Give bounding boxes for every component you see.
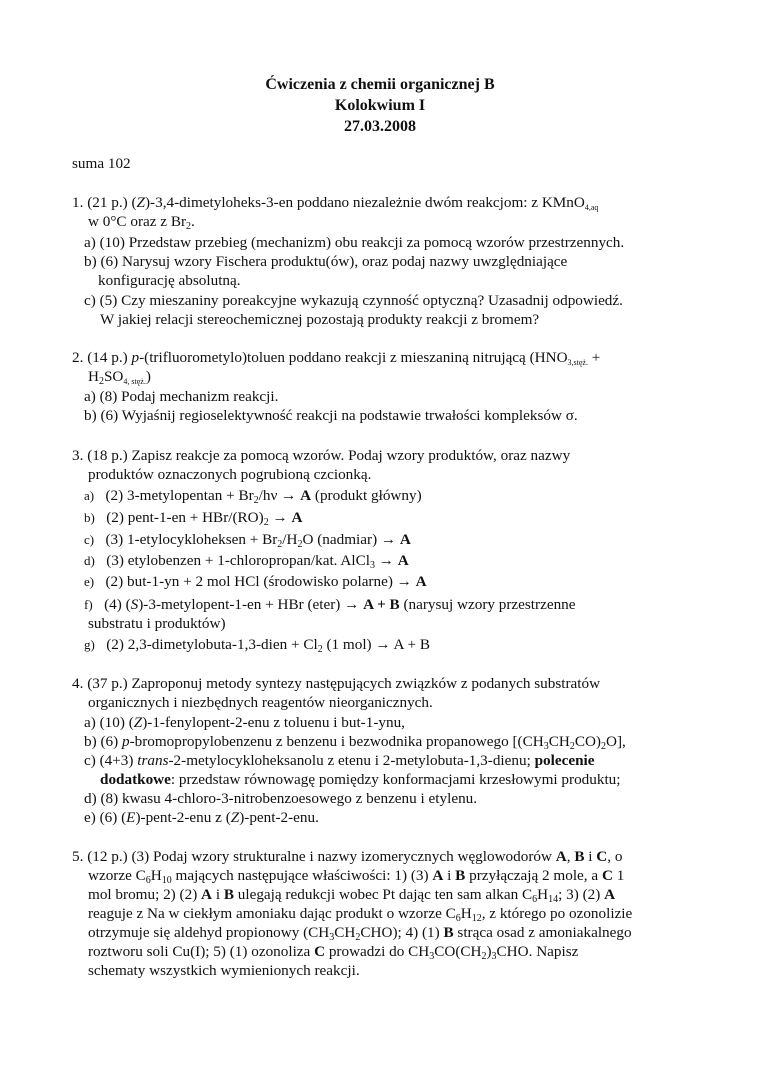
q3-item-f: f) (4) (S)-3-metylopent-1-en + HBr (eter) → A + B (narysuj wzory przestrzenne [84, 596, 576, 613]
q4-part-b: b) (6) p-bromopropylobenzenu z benzenu i bezwodnika propanowego $[(CH_3CH_2CO)_2O]$, [84, 733, 626, 752]
q5-line-1: 5. (12 p.) (3) Podaj wzory strukturalne i nazwy izomerycznych węglowodorów A, B i C, o [72, 848, 623, 865]
q2-line-1: 2. (14 p.) p-(trifluorometylo)toluen poddano reakcji z mieszaniną nitrującą ($HNO_{3,stęż.}$ + [72, 349, 601, 367]
document-subtitle: Kolokwium I [334, 97, 426, 114]
q4-part-e: e) (6) (E)-pent-2-enu z (Z)-pent-2-enu. [84, 809, 319, 826]
q4-part-a: a) (10) (Z)-1-fenylopent-2-enu z toluenu i but-1-ynu, [84, 714, 405, 731]
q1-part-a: a) (10) Przedstaw przebieg (mechanizm) obu reakcji za pomocą wzorów przestrzennych. [84, 234, 625, 251]
q3-item-c: c) (3) 1-etylocykloheksen + $Br_2/H_2O$ (nadmiar) → A [84, 531, 411, 550]
q1-part-c-line-1: c) (5) Czy mieszaniny poreakcyjne wykazują czynność optyczną? Uzasadnij odpowiedź. [84, 292, 623, 309]
q5-line-7: schematy wszystkich wymienionych reakcji. [88, 962, 360, 979]
q3-item-a: a) (2) 3-metylopentan + $Br_2/h\nu \to A$ (produkt główny) [84, 487, 422, 506]
q1-line-1: 1. (21 p.) (Z)-3,4-dimetyloheks-3-en poddano niezależnie dwóm reakcjom: z KMnO$_{4,aq}$ [72, 194, 599, 212]
q1-line-2: w 0°C oraz z $Br_2$. [88, 213, 195, 232]
q3-item-d: d) (3) etylobenzen + 1-chloropropan/kat. AlCl$_3$ → A [84, 552, 409, 571]
q4-part-d: d) (8) kwasu 4-chloro-3-nitrobenzoesowego z benzenu i etylenu. [84, 790, 478, 807]
score-total: suma 102 [72, 155, 131, 172]
q1-part-b-line-1: b) (6) Narysuj wzory Fischera produktu(ów), oraz podaj nazwy uwzględniające [84, 253, 568, 270]
q3-item-b: b) (2) pent-1-en + HBr/$(RO)_2 \to A$ [84, 509, 303, 528]
document-date: 27.03.2008 [344, 118, 416, 135]
q5-line-6: roztworu soli Cu(I); 5) (1) ozonoliza C prowadzi do $CH_3CO(CH_2)_3CHO$. Napisz [88, 943, 579, 962]
q3-item-e: e) (2) but-1-yn + 2 mol HCl (środowisko polarne) → A [84, 573, 427, 590]
q5-line-5: otrzymuje się aldehyd propionowy $(CH_3CH_2CHO)$; 4) (1) B strąca osad z amoniakalnego [88, 924, 632, 943]
q3-item-f-cont: substratu i produktów) [88, 615, 226, 632]
q1-part-b-line-2: konfigurację absolutną. [98, 272, 241, 289]
q5-line-3: mol bromu; 2) (2) A i B ulegają redukcji wobec Pt dając ten sam alkan $C_6H_{14}$; 3) (2) A [88, 886, 616, 905]
q1-part-c-line-2: W jakiej relacji stereochemicznej pozostają produkty reakcji z bromem? [100, 311, 540, 328]
q4-part-c-line-1: c) (4+3) trans-2-metylocykloheksanolu z etenu i 2-metylobuta-1,3-dienu; polecenie [84, 752, 595, 769]
q2-part-a: a) (8) Podaj mechanizm reakcji. [84, 388, 279, 405]
q5-line-2: wzorze $C_6H_{10}$ mających następujące właściwości: 1) (3) A i B przyłączają 2 mole, a C 1 [88, 867, 625, 886]
q3-item-g: g) (2) 2,3-dimetylobuta-1,3-dien + $Cl_2$ (1 mol) → A + B [84, 636, 430, 655]
q4-line-1: 4. (37 p.) Zaproponuj metody syntezy następujących związków z podanych substratów [72, 675, 601, 692]
q5-line-4: reaguje z Na w ciekłym amoniaku dając produkt o wzorze $C_6H_{12}$, z którego po ozonolizie [88, 905, 633, 924]
document-title: Ćwiczenia z chemii organicznej B [265, 76, 495, 93]
q3-line-2: produktów oznaczonych pogrubioną czcionką. [88, 466, 372, 483]
q2-part-b: b) (6) Wyjaśnij regioselektywność reakcji na podstawie trwałości kompleksów σ. [84, 407, 578, 424]
q4-line-2: organicznych i niezbędnych reagentów nieorganicznych. [88, 694, 433, 711]
q3-line-1: 3. (18 p.) Zapisz reakcje za pomocą wzorów. Podaj wzory produktów, oraz nazwy [72, 447, 571, 464]
q2-line-2: $H_2SO_{4, stęż.}$) [88, 368, 151, 387]
q4-part-c-line-2: dodatkowe: przedstaw równowagę pomiędzy konformacjami krzesłowymi produktu; [100, 771, 621, 788]
